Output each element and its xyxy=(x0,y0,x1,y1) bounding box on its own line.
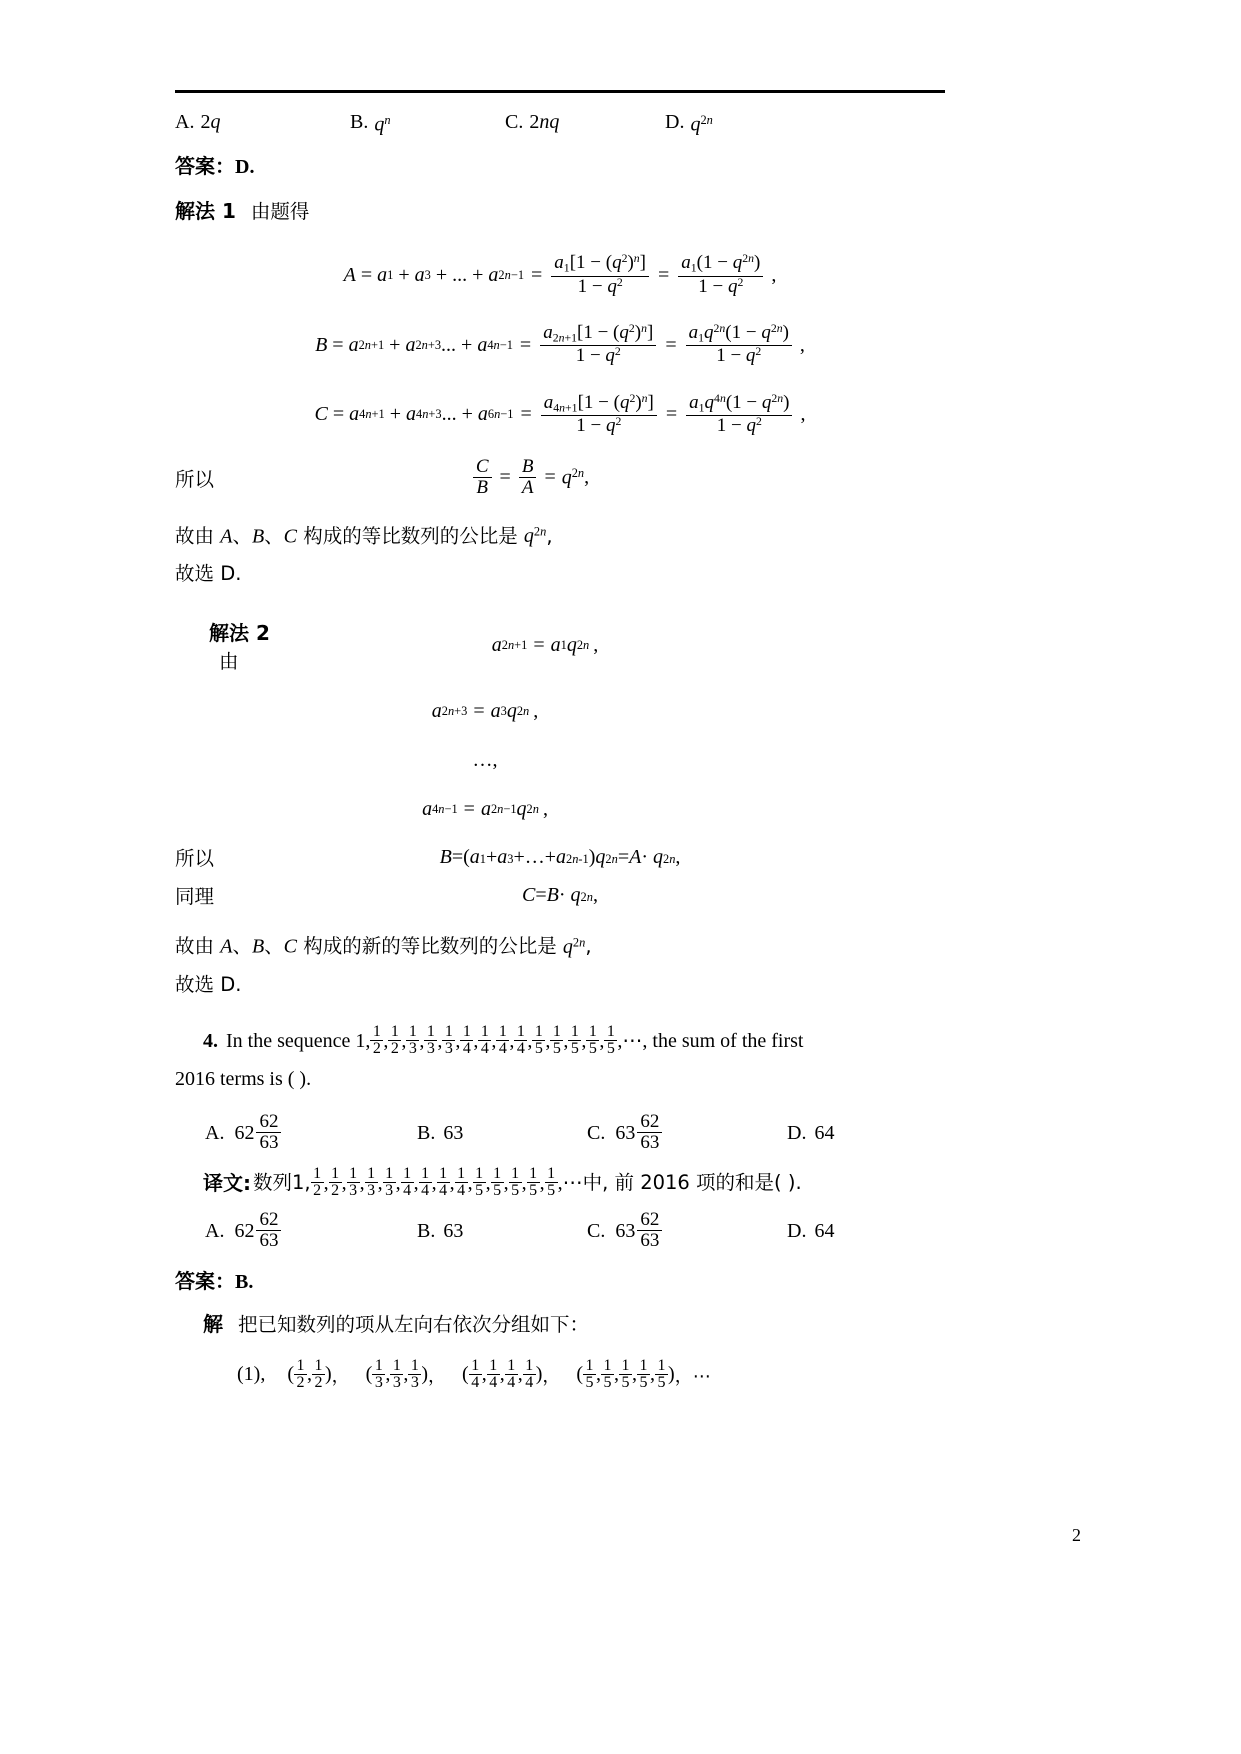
q4-translation-sequence xyxy=(311,1164,583,1202)
q4-solution-heading: 解 xyxy=(203,1311,223,1336)
q4-solution-heading-row xyxy=(175,1305,945,1344)
sequence-fraction: $\frac{1}{5}$ xyxy=(532,1024,545,1058)
q4-translation-row xyxy=(175,1164,945,1202)
sequence-separator: , xyxy=(431,1171,437,1194)
q3-option-c-value: 2nq xyxy=(529,111,560,134)
sequence-separator: , xyxy=(359,1171,365,1194)
conclusion2-part7: 构成的新的等比数列的公比是 xyxy=(297,934,563,958)
conclusion1-part7: 构成的等比数列的公比是 xyxy=(297,524,524,548)
sequence-fraction: $\frac{1}{5}$ xyxy=(545,1166,558,1200)
sequence-separator: , xyxy=(449,1171,455,1194)
solution1-suoyi-label: 所以 xyxy=(175,467,215,491)
sequence-separator: , xyxy=(563,1029,569,1052)
sequence-fraction: $\frac{1}{4}$ xyxy=(478,1024,491,1058)
q4-option-b-cn[interactable] xyxy=(417,1210,587,1252)
equation-C-lhs: C xyxy=(314,403,328,426)
q3-options-row xyxy=(175,103,945,141)
solution1-choose-text: 故选 D. xyxy=(175,562,242,586)
sequence-separator: , xyxy=(539,1171,545,1194)
solution1-ratio-row: 所以 $\frac{C}{B}$ = $\frac{B}{A}$ = $q^{2n}$ , xyxy=(175,455,590,499)
equation-B-right-fraction: $\frac{a_1q^{2n}(1 - q^{2n})}{1 - q^2}$ xyxy=(686,323,792,367)
q3-option-a[interactable] xyxy=(175,103,350,141)
group-fraction: $\frac{1}{2}$ xyxy=(294,1358,307,1392)
fraction-group xyxy=(462,1358,560,1392)
q4-option-a-letter: A. xyxy=(205,1121,225,1144)
conclusion2-q2n: $q^{2n}$ xyxy=(562,935,586,958)
sequence-ellipsis: ⋯ xyxy=(622,1029,643,1052)
q4-option-c-cn[interactable] xyxy=(587,1210,787,1252)
q4-option-c-cn-num: 62 xyxy=(637,1210,662,1232)
q4-option-a-cn-whole: 62 xyxy=(234,1219,255,1242)
sequence-separator: , xyxy=(377,1171,383,1194)
sequence-fraction: $\frac{1}{4}$ xyxy=(419,1166,432,1200)
group-separator: , xyxy=(596,1363,602,1386)
sequence-fraction: $\frac{1}{4}$ xyxy=(401,1166,414,1200)
sequence-fraction: $\frac{1}{3}$ xyxy=(347,1166,360,1200)
group-separator: , xyxy=(499,1363,505,1386)
sequence-fraction: $\frac{1}{2}$ xyxy=(329,1166,342,1200)
sequence-separator: , xyxy=(455,1029,461,1052)
group-close-paren: ) xyxy=(668,1363,675,1386)
q4-option-d-value: 64 xyxy=(814,1121,835,1144)
group-fraction: $\frac{1}{2}$ xyxy=(312,1358,325,1392)
q4-options-row-en xyxy=(175,1112,945,1154)
q4-line1 xyxy=(175,1022,945,1060)
sequence-separator: , xyxy=(383,1029,389,1052)
group-trailing-separator: ， xyxy=(331,1365,350,1387)
q4-translation-before: 数列1, xyxy=(253,1170,311,1194)
sequence-fraction: $\frac{1}{2}$ xyxy=(370,1024,383,1058)
q4-option-a-cn[interactable] xyxy=(205,1210,417,1252)
group-open-paren: ( xyxy=(287,1363,294,1386)
group-close-paren: ) xyxy=(421,1363,429,1386)
sequence-fraction: $\frac{1}{3}$ xyxy=(424,1024,437,1058)
group-fraction: $\frac{1}{5}$ xyxy=(637,1358,650,1392)
q3-answer-row xyxy=(175,147,945,186)
sequence-fraction: $\frac{1}{4}$ xyxy=(496,1024,509,1058)
q4-sequence xyxy=(370,1022,642,1060)
q4-option-b-cn-letter: B. xyxy=(417,1219,436,1242)
solution2-line4: a 4n−1 = a 2n−1 q 2n , xyxy=(422,798,548,821)
group-close-paren: ) xyxy=(325,1363,332,1386)
q4-text-before: In the sequence 1, xyxy=(226,1029,371,1052)
group-trailing-separator: ， xyxy=(428,1365,447,1387)
sequence-fraction: $\frac{1}{3}$ xyxy=(383,1166,396,1200)
sequence-fraction: $\frac{1}{4}$ xyxy=(460,1024,473,1058)
equation-B-lhs: B xyxy=(315,333,328,356)
sequence-separator: , xyxy=(395,1171,401,1194)
sequence-fraction: $\frac{1}{5}$ xyxy=(550,1024,563,1058)
q4-groups-container xyxy=(287,1358,726,1392)
q4-text-after: , the sum of the first xyxy=(642,1029,804,1052)
q4-option-a-den: 63 xyxy=(259,1132,279,1154)
sequence-separator: , xyxy=(473,1029,479,1052)
q3-option-b[interactable] xyxy=(350,103,505,141)
q4-line2-text: 2016 terms is ( ). xyxy=(175,1067,312,1090)
conclusion1-q2n: $q^{2n}$ xyxy=(523,524,547,548)
sequence-fraction: $\frac{1}{5}$ xyxy=(527,1166,540,1200)
group-fraction: $\frac{1}{5}$ xyxy=(601,1358,614,1392)
sequence-fraction: $\frac{1}{4}$ xyxy=(514,1024,527,1058)
sequence-separator: , xyxy=(491,1029,497,1052)
sequence-separator: , xyxy=(509,1029,515,1052)
q4-option-c-den: 63 xyxy=(640,1132,660,1154)
group-separator: , xyxy=(403,1363,409,1386)
q3-option-a-value: 2q xyxy=(200,111,221,134)
q4-option-c-num: 62 xyxy=(637,1112,662,1134)
q4-option-d[interactable] xyxy=(787,1112,834,1154)
q4-option-d-letter: D. xyxy=(787,1121,807,1144)
sequence-fraction: $\frac{1}{5}$ xyxy=(473,1166,486,1200)
q4-translation-label: 译文: xyxy=(203,1170,251,1195)
q4-option-c-cn-den: 63 xyxy=(640,1230,660,1252)
sequence-separator: , xyxy=(581,1029,587,1052)
group-fraction: $\frac{1}{5}$ xyxy=(619,1358,632,1392)
solution2-choose xyxy=(175,966,945,1004)
q3-option-c-letter: C. xyxy=(505,111,524,134)
group-separator: , xyxy=(614,1363,620,1386)
solution2-tongli-label: 同理 xyxy=(175,885,215,909)
q4-option-d-cn-letter: D. xyxy=(787,1219,807,1242)
conclusion2-A: A xyxy=(220,935,233,958)
conclusion1-C: C xyxy=(283,525,298,548)
fraction-group xyxy=(576,1358,710,1392)
sequence-separator: , xyxy=(341,1171,347,1194)
sequence-separator: , xyxy=(467,1171,473,1194)
group-close-paren: ) xyxy=(535,1363,543,1386)
equation-A-lhs: A xyxy=(343,263,356,286)
q4-option-a-whole: 62 xyxy=(234,1121,255,1144)
sequence-separator: , xyxy=(617,1029,623,1052)
q4-group-prefix: (1), xyxy=(237,1363,266,1386)
fraction-group xyxy=(287,1358,349,1392)
sequence-fraction: $\frac{1}{3}$ xyxy=(442,1024,455,1058)
q4-solution-lead: 把已知数列的项从左向右依次分组如下： xyxy=(238,1312,590,1336)
sequence-separator: , xyxy=(323,1171,329,1194)
q4-option-a-cn-value xyxy=(234,1210,283,1252)
solution2-lead: 由 xyxy=(219,650,239,674)
q4-answer-label: 答案： xyxy=(175,1268,235,1293)
sequence-separator: , xyxy=(527,1029,533,1052)
solution2-heading: 解法 2 xyxy=(209,621,270,646)
equation-B-middle-fraction: $\frac{a_{2n+1}[1 - (q^2)^n]}{1 - q^2}$ xyxy=(540,323,656,367)
solution2-line2: a 2n+3 = a 3 q 2n , xyxy=(431,700,539,723)
sequence-ellipsis: ⋯ xyxy=(562,1171,583,1194)
q4-number: 4. xyxy=(203,1029,218,1052)
group-open-paren: ( xyxy=(462,1363,469,1386)
group-fraction: $\frac{1}{4}$ xyxy=(487,1358,500,1392)
q3-answer-label: 答案： xyxy=(175,154,235,179)
equation-C: C = a 4n+1 + a 4n+3 ... + a 6n−1 = $\frac{a_{4n+1}[1 - (q^2)^n]}{1 - q^2}$ = $\frac{a_1q^{4n}(1 - q^{2n})}{1 - q^2}$ , xyxy=(314,392,806,437)
conclusion2-C: C xyxy=(283,935,298,958)
sequence-separator: , xyxy=(545,1029,551,1052)
q4-answer-row xyxy=(175,1262,945,1301)
conclusion2-part1: 故由 xyxy=(175,934,221,958)
conclusion2-sep2: 、 xyxy=(264,934,284,958)
sequence-separator: , xyxy=(599,1029,605,1052)
group-separator: , xyxy=(307,1363,312,1386)
q4-option-a-value xyxy=(234,1112,283,1154)
group-trailing-separator: ， xyxy=(542,1365,561,1387)
sequence-fraction: $\frac{1}{4}$ xyxy=(437,1166,450,1200)
solution2-line1-lhs: a xyxy=(491,634,502,657)
fraction-group xyxy=(366,1358,446,1392)
q4-option-a-cn-letter: A. xyxy=(205,1219,225,1242)
equation-C-middle-fraction: $\frac{a_{4n+1}[1 - (q^2)^n]}{1 - q^2}$ xyxy=(541,393,657,437)
group-open-paren: ( xyxy=(576,1363,584,1386)
conclusion1-B: B xyxy=(251,525,265,548)
conclusion2-B: B xyxy=(251,935,265,958)
q4-option-c[interactable] xyxy=(587,1112,787,1154)
group-separator: , xyxy=(385,1363,391,1386)
solution2-dots: …, xyxy=(472,749,498,772)
group-separator: , xyxy=(481,1363,487,1386)
q4-option-d-cn-value: 64 xyxy=(814,1219,835,1242)
equation-A: A = a 1 + a 3 + ... + a 2n−1 = $\frac{a_1[1 - (q^2)^n]}{1 - q^2}$ = $\frac{a_1(1 - q^{2n})}{1 - q^2}$ , xyxy=(343,252,777,297)
solution2-C-equation: C = B · q 2n , xyxy=(522,883,598,906)
sequence-fraction: $\frac{1}{3}$ xyxy=(406,1024,419,1058)
sequence-separator: , xyxy=(401,1029,407,1052)
group-fraction: $\frac{1}{4}$ xyxy=(469,1358,482,1392)
q4-option-c-value xyxy=(615,1112,664,1154)
q3-option-c[interactable] xyxy=(505,103,665,141)
sequence-separator: , xyxy=(485,1171,491,1194)
sequence-fraction: $\frac{1}{5}$ xyxy=(604,1024,617,1058)
solution2-line-dots xyxy=(175,749,945,772)
sequence-separator: , xyxy=(557,1171,563,1194)
sequence-separator: , xyxy=(437,1029,443,1052)
ratio-b-over-a: $\frac{B}{A}$ xyxy=(519,457,537,499)
group-trailing-separator: ，⋯ xyxy=(674,1365,711,1387)
q3-option-a-letter: A. xyxy=(175,111,195,134)
page-content xyxy=(175,90,945,1391)
equation-A-right-fraction: $\frac{a_1(1 - q^{2n})}{1 - q^2}$ xyxy=(678,253,763,297)
solution2-B-row xyxy=(175,843,945,871)
q4-option-a-cn-den: 63 xyxy=(259,1230,279,1252)
q4-option-c-cn-letter: C. xyxy=(587,1219,606,1242)
sequence-separator: , xyxy=(419,1029,425,1052)
header-rule xyxy=(175,90,945,93)
solution2-suoyi-label: 所以 xyxy=(175,847,215,871)
q3-option-b-value: $q^n$ xyxy=(374,113,391,136)
solution1-choose xyxy=(175,555,945,593)
solution1-heading: 解法 1 xyxy=(175,199,236,224)
sequence-fraction: $\frac{1}{5}$ xyxy=(491,1166,504,1200)
q4-option-c-cn-value xyxy=(615,1210,664,1252)
conclusion2-sep1: 、 xyxy=(232,934,252,958)
q4-option-b[interactable] xyxy=(417,1112,587,1154)
ratio-value: $q^{2n}$ xyxy=(561,466,585,489)
solution2-B-equation: B =( a 1 + a 3 +…+ a 2n-1 ) q 2n = A · q 2n , xyxy=(439,845,681,868)
q3-option-d-value: $q^{2n}$ xyxy=(690,113,713,136)
q4-solution-groups xyxy=(175,1358,945,1392)
q4-option-b-value: 63 xyxy=(443,1121,464,1144)
group-open-paren: ( xyxy=(365,1363,373,1386)
q4-answer-value: B. xyxy=(235,1270,254,1293)
q4-option-d-cn[interactable] xyxy=(787,1210,834,1252)
q4-options-row-cn xyxy=(175,1210,945,1252)
sequence-fraction: $\frac{1}{2}$ xyxy=(311,1166,324,1200)
conclusion1-A: A xyxy=(220,525,233,548)
sequence-fraction: $\frac{1}{2}$ xyxy=(388,1024,401,1058)
solution2-C-row xyxy=(175,881,945,909)
sequence-fraction: $\frac{1}{5}$ xyxy=(509,1166,522,1200)
group-fraction: $\frac{1}{4}$ xyxy=(505,1358,518,1392)
q4-option-a-cn-num: 62 xyxy=(256,1210,281,1232)
equation-C-right-fraction: $\frac{a_1q^{4n}(1 - q^{2n})}{1 - q^2}$ xyxy=(686,393,792,437)
group-fraction: $\frac{1}{5}$ xyxy=(583,1358,596,1392)
question-4 xyxy=(175,1022,945,1098)
sequence-separator: , xyxy=(521,1171,527,1194)
q4-option-a-num: 62 xyxy=(256,1112,281,1134)
q3-option-d[interactable] xyxy=(665,103,713,141)
group-fraction: $\frac{1}{4}$ xyxy=(523,1358,536,1392)
solution1-conclusion: 故由 A、B、C 构成的等比数列的公比是 $q^{2n}$, xyxy=(175,524,553,548)
group-separator: , xyxy=(517,1363,523,1386)
group-fraction: $\frac{1}{3}$ xyxy=(408,1358,421,1392)
solution2-heading-row: 解法 2 由 a 2n+1 = a 1 q 2n , xyxy=(209,621,599,674)
sequence-separator: , xyxy=(503,1171,509,1194)
q4-option-c-cn-whole: 63 xyxy=(615,1219,636,1242)
equation-B: B = a 2n+1 + a 2n+3 ... + a 4n−1 = $\frac{a_{2n+1}[1 - (q^2)^n]}{1 - q^2}$ = $\frac{a_1q^{2n}(1 - q^{2n})}{1 - q^2}$ , xyxy=(315,322,805,367)
conclusion1-sep2: 、 xyxy=(264,524,284,548)
sequence-fraction: $\frac{1}{3}$ xyxy=(365,1166,378,1200)
group-separator: , xyxy=(632,1363,638,1386)
q3-option-b-letter: B. xyxy=(350,111,369,134)
equation-A-middle-fraction: $\frac{a_1[1 - (q^2)^n]}{1 - q^2}$ xyxy=(551,253,649,297)
ratio-c-over-b: $\frac{C}{B}$ xyxy=(473,457,492,499)
solution2-conclusion: 故由 A、B、C 构成的新的等比数列的公比是 $q^{2n}$, xyxy=(175,934,592,958)
group-separator: , xyxy=(650,1363,656,1386)
group-fraction: $\frac{1}{5}$ xyxy=(655,1358,668,1392)
q3-option-d-letter: D. xyxy=(665,111,685,134)
q4-option-c-whole: 63 xyxy=(615,1121,636,1144)
sequence-separator: , xyxy=(413,1171,419,1194)
conclusion1-sep1: 、 xyxy=(232,524,252,548)
q4-line2 xyxy=(175,1060,945,1098)
q3-answer-value: D. xyxy=(235,156,255,179)
page-number: 2 xyxy=(1072,1525,1081,1545)
solution1-lead: 由题得 xyxy=(250,200,310,224)
sequence-fraction: $\frac{1}{5}$ xyxy=(568,1024,581,1058)
sequence-fraction: $\frac{1}{4}$ xyxy=(455,1166,468,1200)
group-fraction: $\frac{1}{3}$ xyxy=(372,1358,385,1392)
group-fraction: $\frac{1}{3}$ xyxy=(390,1358,403,1392)
q4-translation-after: 中, 前 2016 项的和是( ). xyxy=(582,1170,802,1194)
conclusion1-part1: 故由 xyxy=(175,524,221,548)
solution1-heading-row xyxy=(175,192,945,231)
sequence-fraction: $\frac{1}{5}$ xyxy=(586,1024,599,1058)
solution2-choose-text: 故选 D. xyxy=(175,972,242,996)
q4-option-a[interactable] xyxy=(205,1112,417,1154)
q4-option-c-letter: C. xyxy=(587,1121,606,1144)
q4-option-b-letter: B. xyxy=(417,1121,436,1144)
q4-option-b-cn-value: 63 xyxy=(443,1219,464,1242)
